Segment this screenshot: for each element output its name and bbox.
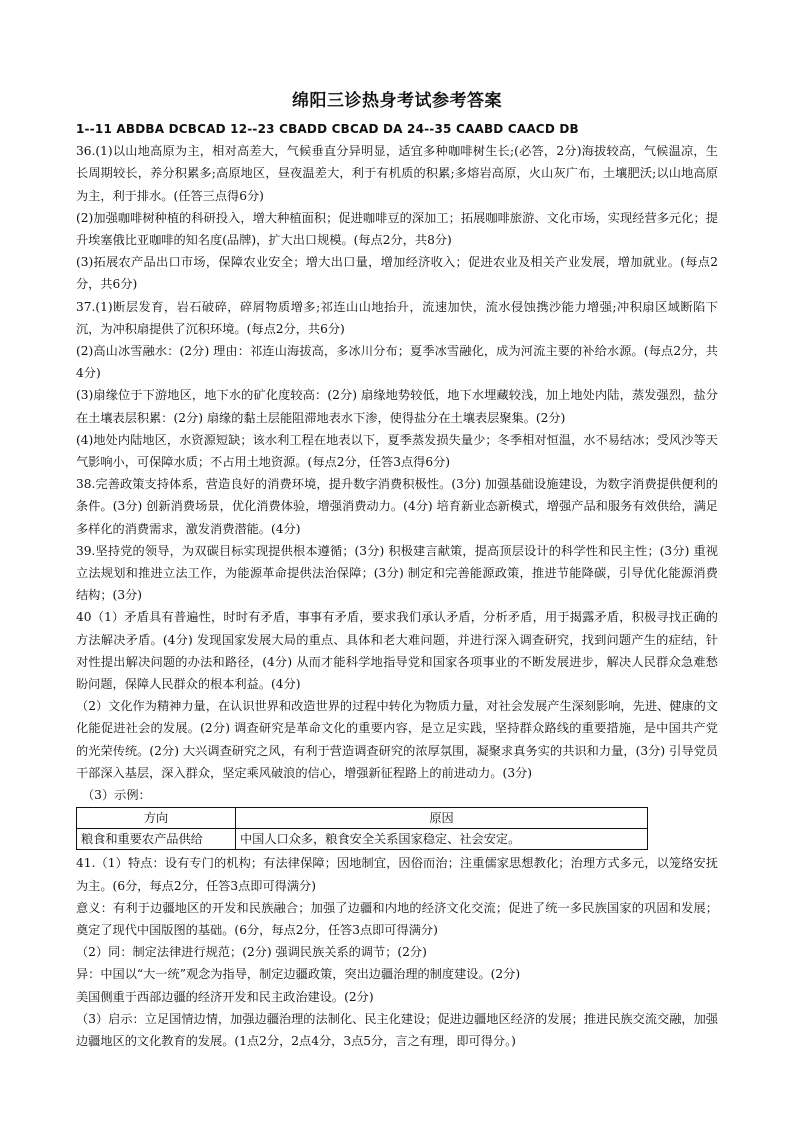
table-cell-reason: 中国人口众多，粮食安全关系国家稳定、社会安定。 xyxy=(236,829,648,850)
example-table xyxy=(76,807,648,850)
answer-paragraph: （3）启示：立足国情边情，加强边疆治理的法制化、民主化建设；促进边疆地区经济的发展；推进民族交流交融，加强边疆地区的文化教育的发展。(1点2分，2点4分，3点5分，言之有理，即可得分。) xyxy=(76,1011,718,1048)
table-header-row xyxy=(77,808,648,829)
multiple-choice-answers: 1--11 ABDBA DCBCAD 12--23 CBADD CBCAD DA 24--35 CAABD CAACD DB xyxy=(76,122,579,136)
answer-paragraph: 37.(1)断层发育，岩石破碎，碎屑物质增多;祁连山山地抬升，流速加快，流水侵蚀携沙能力增强;冲积扇区域断陷下沉，为冲积扇提供了沉积环境。(每点2分，共6分) xyxy=(76,299,718,336)
document-title: 绵阳三诊热身考试参考答案 xyxy=(292,91,502,111)
table-header-direction: 方向 xyxy=(77,808,236,829)
answer-paragraph: (2)高山冰雪融水：(2分) 理由：祁连山海拔高，多冰川分布；夏季冰雪融化，成为河流主要的补给水源。(每点2分，共4分) xyxy=(76,344,718,381)
answer-paragraph: 36.(1)以山地高原为主，相对高差大，气候垂直分异明显，适宜多种咖啡树生长;(必答，2分)海拔较高，气候温凉，生长周期较长，养分积累多;高原地区，昼夜温差大，利于有机质的积累;多熔岩高原，火山灰广布，土壤肥沃;以山地高原为主，利于排水。(任答三点得6分) xyxy=(76,144,718,203)
answer-paragraph: (3)拓展农产品出口市场，保障农业安全；增大出口量，增加经济收入；促进农业及相关产业发展，增加就业。(每点2分，共6分) xyxy=(76,255,718,292)
answer-paragraph: （2）文化作为精神力量，在认识世界和改造世界的过程中转化为物质力量，对社会发展产生深刻影响，先进、健康的文化能促进社会的发展。(2分) 调查研究是革命文化的重要内容，是立足实践，坚持群众路线的重要措施，是中国共产党的光荣传统。(2分) 大兴调查研究之风，有利于营造调查研究的浓厚氛围，凝聚求真务实的共识和力量，(3分) 引导党员干部深入基层，深入群众，坚定乘风破浪的信心，增强新征程路上的前进动力。(3分) xyxy=(76,699,718,780)
answer-paragraph: 美国侧重于西部边疆的经济开发和民主政治建设。(2分) xyxy=(76,989,374,1004)
answer-paragraph: 异：中国以“大一统”观念为指导，制定边疆政策，突出边疆治理的制度建设。(2分) xyxy=(76,967,521,982)
answer-paragraph: (4)地处内陆地区，水资源短缺；该水利工程在地表以下，夏季蒸发损失量少；冬季相对恒温，水不易结冰；受风沙等天气影响小，可保障水质；不占用土地资源。(每点2分，任答3点得6分) xyxy=(76,432,718,470)
table-cell-direction: 粮食和重要农产品供给 xyxy=(77,829,236,850)
answer-paragraph: (2)加强咖啡树种植的科研投入，增大种植面积；促进咖啡豆的深加工；拓展咖啡旅游、文化市场，实现经营多元化；提升埃塞俄比亚咖啡的知名度(品牌)，扩大出口规模。(每点2分，共8分) xyxy=(76,210,718,248)
answer-paragraph: (3)扇缘位于下游地区，地下水的矿化度较高：(2分) 扇缘地势较低，地下水埋藏较浅，加上地处内陆，蒸发强烈，盐分在土壤表层积累：(2分) 扇缘的黏土层能阻滞地表水下渗，使得盐分在土壤表层聚集。(2分) xyxy=(76,388,718,425)
table-header-reason: 原因 xyxy=(236,808,648,829)
answer-paragraph: 38.完善政策支持体系，营造良好的消费环境，提升数字消费积极性。(3分) 加强基础设施建设，为数字消费提供便利的条件。(3分) 创新消费场景，优化消费体验，增强消费动力。(4分) 培育新业态新模式，增强产品和服务有效供给，满足多样化的消费需求，激发消费潜能。(4分) xyxy=(76,477,718,536)
answer-paragraph: （2）同：制定法律进行规范；(2分) 强调民族关系的调节；(2分) xyxy=(76,945,427,960)
answer-paragraph: 意义：有利于边疆地区的开发和民族融合；加强了边疆和内地的经济文化交流；促进了统一多民族国家的巩固和发展；奠定了现代中国版图的基础。(6分，每点2分，任答3点即可得满分) xyxy=(76,900,718,937)
answer-paragraph: （3）示例： xyxy=(82,788,151,803)
answer-content xyxy=(76,118,718,1052)
answer-paragraph: 40（1）矛盾具有普遍性，时时有矛盾，事事有矛盾，要求我们承认矛盾，分析矛盾，用于揭露矛盾，积极寻找正确的方法解决矛盾。(4分) 发现国家发展大局的重点、具体和老大难问题，并进行深入调查研究，找到问题产生的症结，针对性提出解决问题的办法和路径，(4分) 从而才能科学地指导党和国家各项事业的不断发展进步，解决人民群众急难愁盼问题，保障人民群众的根本利益。(4分) xyxy=(76,610,718,692)
answer-paragraph: 39.坚持党的领导，为双碳目标实现提供根本遵循；(3分) 积极建言献策，提高顶层设计的科学性和民主性；(3分) 重视立法规划和推进立法工作，为能源革命提供法治保障；(3分) 制定和完善能源政策，推进节能降碳，引导优化能源消费结构；(3分) xyxy=(76,543,718,603)
answer-paragraph: 41.（1）特点：设有专门的机构；有法律保障；因地制宜，因俗而治；注重儒家思想教化；治理方式多元，以笼络安抚为主。(6分，每点2分，任答3点即可得满分) xyxy=(76,856,718,893)
table-row xyxy=(77,829,648,850)
